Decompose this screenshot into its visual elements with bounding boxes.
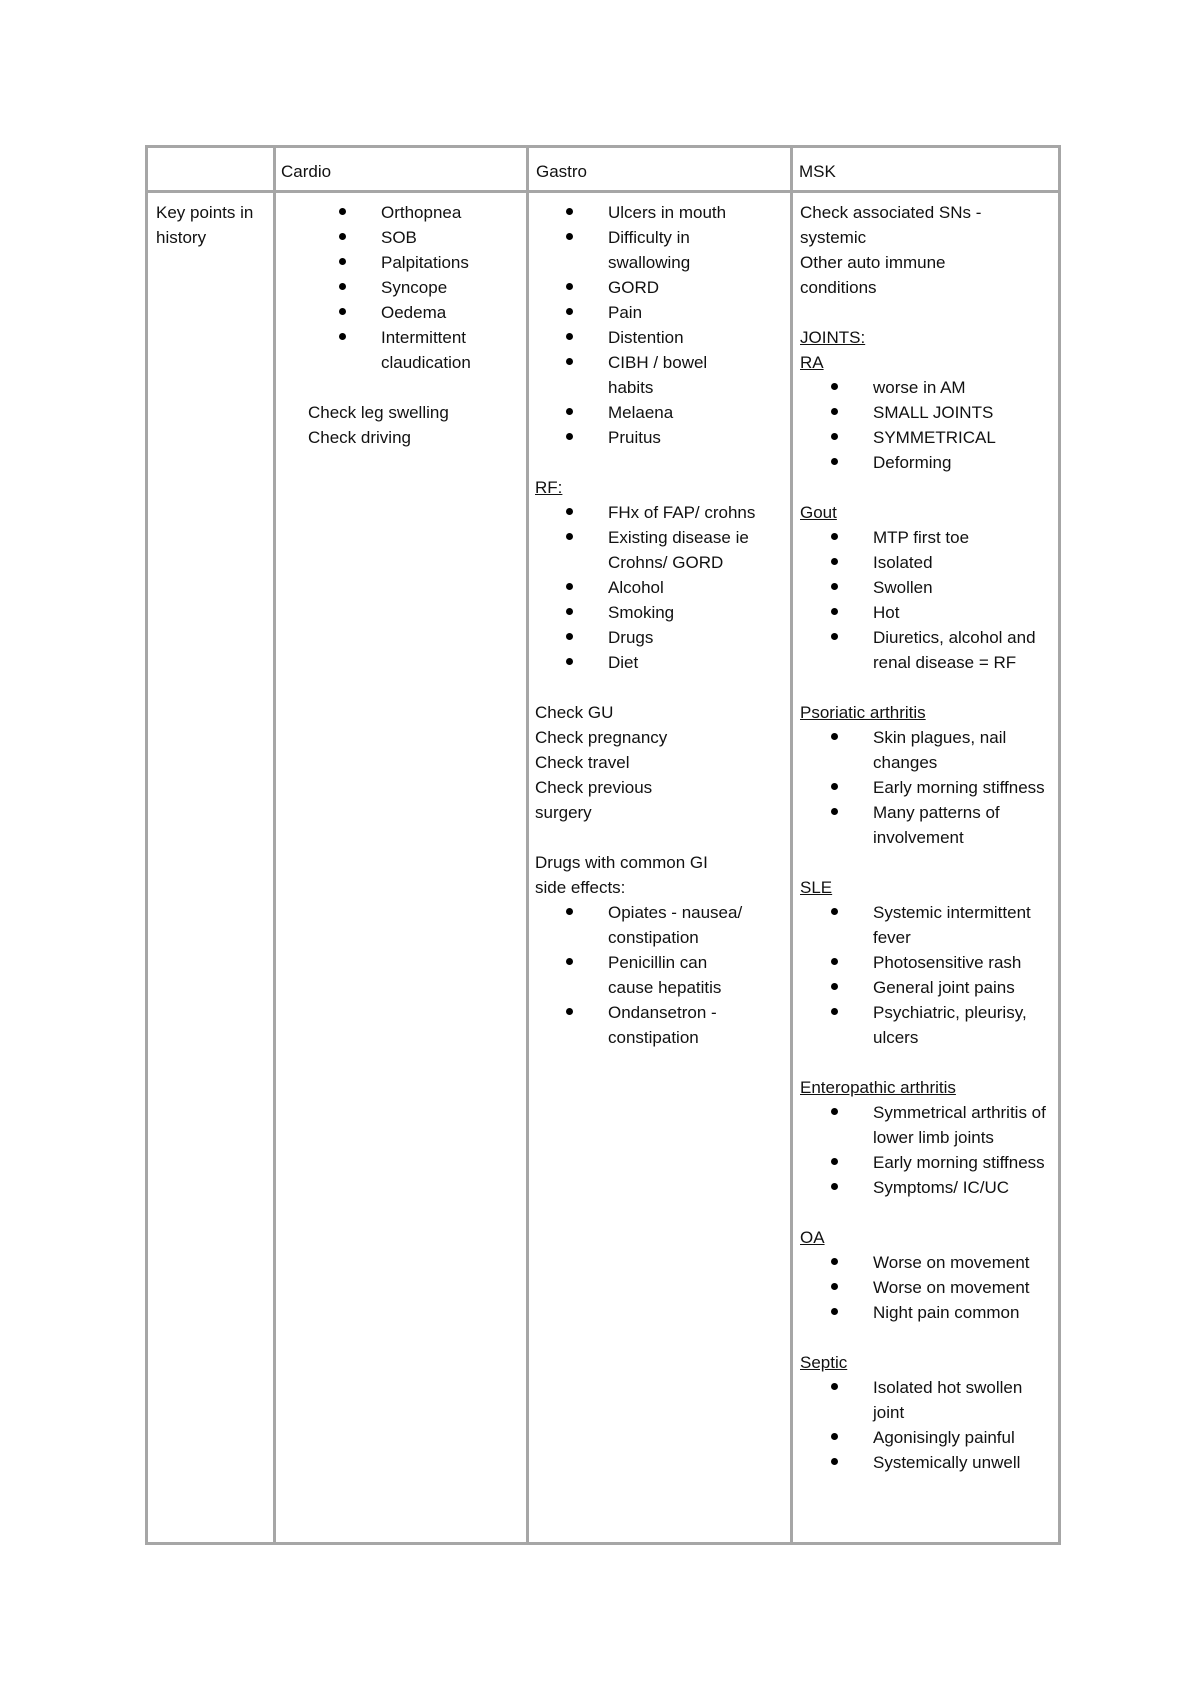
list-item: Swollen: [800, 575, 1058, 600]
section-title: Psoriatic arthritis: [800, 703, 926, 722]
list-item: Orthopnea: [308, 200, 518, 225]
drugs-title: Drugs with common GI side effects:: [535, 853, 708, 897]
list-item: Palpitations: [308, 250, 518, 275]
section-title: Gout: [800, 503, 837, 522]
list-item: Smoking: [535, 600, 757, 625]
section-title: SLE: [800, 878, 833, 897]
section-title: OA: [800, 1228, 825, 1247]
oa-list: [800, 1250, 1058, 1325]
list-item: Early morning stiffness: [800, 775, 1058, 800]
list-item: worse in AM: [800, 375, 1058, 400]
list-item: Distention: [535, 325, 757, 350]
list-item: Diet: [535, 650, 757, 675]
septic-list: [800, 1375, 1058, 1475]
list-item: Psychiatric, pleurisy, ulcers: [800, 1000, 1058, 1050]
psoriatic-list: [800, 725, 1058, 850]
history-table: [145, 145, 1061, 1545]
list-item: Alcohol: [535, 575, 757, 600]
list-item: SYMMETRICAL: [800, 425, 1058, 450]
ra-list: [800, 375, 1058, 475]
gastro-check: Check previous surgery: [535, 778, 653, 822]
column-divider: [526, 148, 529, 1542]
section-title: Enteropathic arthritis: [800, 1078, 956, 1097]
row-label: Key points in history: [156, 203, 254, 247]
enteropathic-list: [800, 1100, 1058, 1200]
column-divider: [273, 148, 276, 1542]
risk-factors-title: RF:: [535, 478, 563, 497]
list-item: SOB: [308, 225, 518, 250]
column-divider: [790, 148, 793, 1542]
cardio-symptom-list: [308, 200, 518, 375]
list-item: Systemically unwell: [800, 1450, 1058, 1475]
list-item: Photosensitive rash: [800, 950, 1058, 975]
list-item: FHx of FAP/ crohns: [535, 500, 757, 525]
list-item: MTP first toe: [800, 525, 1058, 550]
list-item: SMALL JOINTS: [800, 400, 1058, 425]
list-item: Systemic intermittent fever: [800, 900, 1058, 950]
list-item: Deforming: [800, 450, 1058, 475]
msk-cell: [800, 200, 1058, 1475]
list-item: Night pain common: [800, 1300, 1058, 1325]
joints-title: JOINTS:: [800, 328, 866, 347]
list-item: Skin plagues, nail changes: [800, 725, 1058, 775]
gastro-check: Check travel: [535, 753, 630, 772]
list-item: Many patterns of involvement: [800, 800, 1058, 850]
gastro-drug-list: [535, 900, 757, 1050]
list-item: Isolated: [800, 550, 1058, 575]
list-item: CIBH / bowel habits: [535, 350, 757, 400]
list-item: Pruitus: [535, 425, 757, 450]
list-item: Agonisingly painful: [800, 1425, 1058, 1450]
header-divider: [148, 190, 1058, 193]
gout-list: [800, 525, 1058, 675]
list-item: Symmetrical arthritis of lower limb joints: [800, 1100, 1058, 1150]
list-item: Symptoms/ IC/UC: [800, 1175, 1058, 1200]
section-title: RA: [800, 353, 824, 372]
list-item: Hot: [800, 600, 1058, 625]
list-item: Penicillin can cause hepatitis: [535, 950, 757, 1000]
list-item: Ondansetron - constipation: [535, 1000, 757, 1050]
msk-intro: Other auto immune conditions: [800, 253, 946, 297]
header-cardio: Cardio: [281, 162, 332, 181]
list-item: Ulcers in mouth: [535, 200, 757, 225]
list-item: GORD: [535, 275, 757, 300]
list-item: Early morning stiffness: [800, 1150, 1058, 1175]
list-item: Pain: [535, 300, 757, 325]
header-msk: MSK: [799, 162, 836, 181]
gastro-check: Check GU: [535, 703, 614, 722]
list-item: General joint pains: [800, 975, 1058, 1000]
list-item: Isolated hot swollen joint: [800, 1375, 1058, 1425]
list-item: Oedema: [308, 300, 518, 325]
section-title: Septic: [800, 1353, 848, 1372]
header-gastro: Gastro: [536, 162, 588, 181]
list-item: Diuretics, alcohol and renal disease = RF: [800, 625, 1058, 675]
list-item: Difficulty in swallowing: [535, 225, 757, 275]
cardio-note: Check leg swelling: [308, 403, 449, 422]
gastro-rf-list: [535, 500, 757, 675]
cardio-cell: [308, 200, 518, 450]
sle-list: [800, 900, 1058, 1050]
list-item: Drugs: [535, 625, 757, 650]
list-item: Worse on movement: [800, 1275, 1058, 1300]
list-item: Melaena: [535, 400, 757, 425]
list-item: Existing disease ie Crohns/ GORD: [535, 525, 757, 575]
gastro-check: Check pregnancy: [535, 728, 668, 747]
list-item: Worse on movement: [800, 1250, 1058, 1275]
msk-intro: Check associated SNs - systemic: [800, 203, 982, 247]
gastro-symptom-list: [535, 200, 757, 450]
cardio-note: Check driving: [308, 428, 411, 447]
list-item: Intermittent claudication: [308, 325, 518, 375]
gastro-cell: [535, 200, 757, 1050]
list-item: Syncope: [308, 275, 518, 300]
list-item: Opiates - nausea/ constipation: [535, 900, 757, 950]
